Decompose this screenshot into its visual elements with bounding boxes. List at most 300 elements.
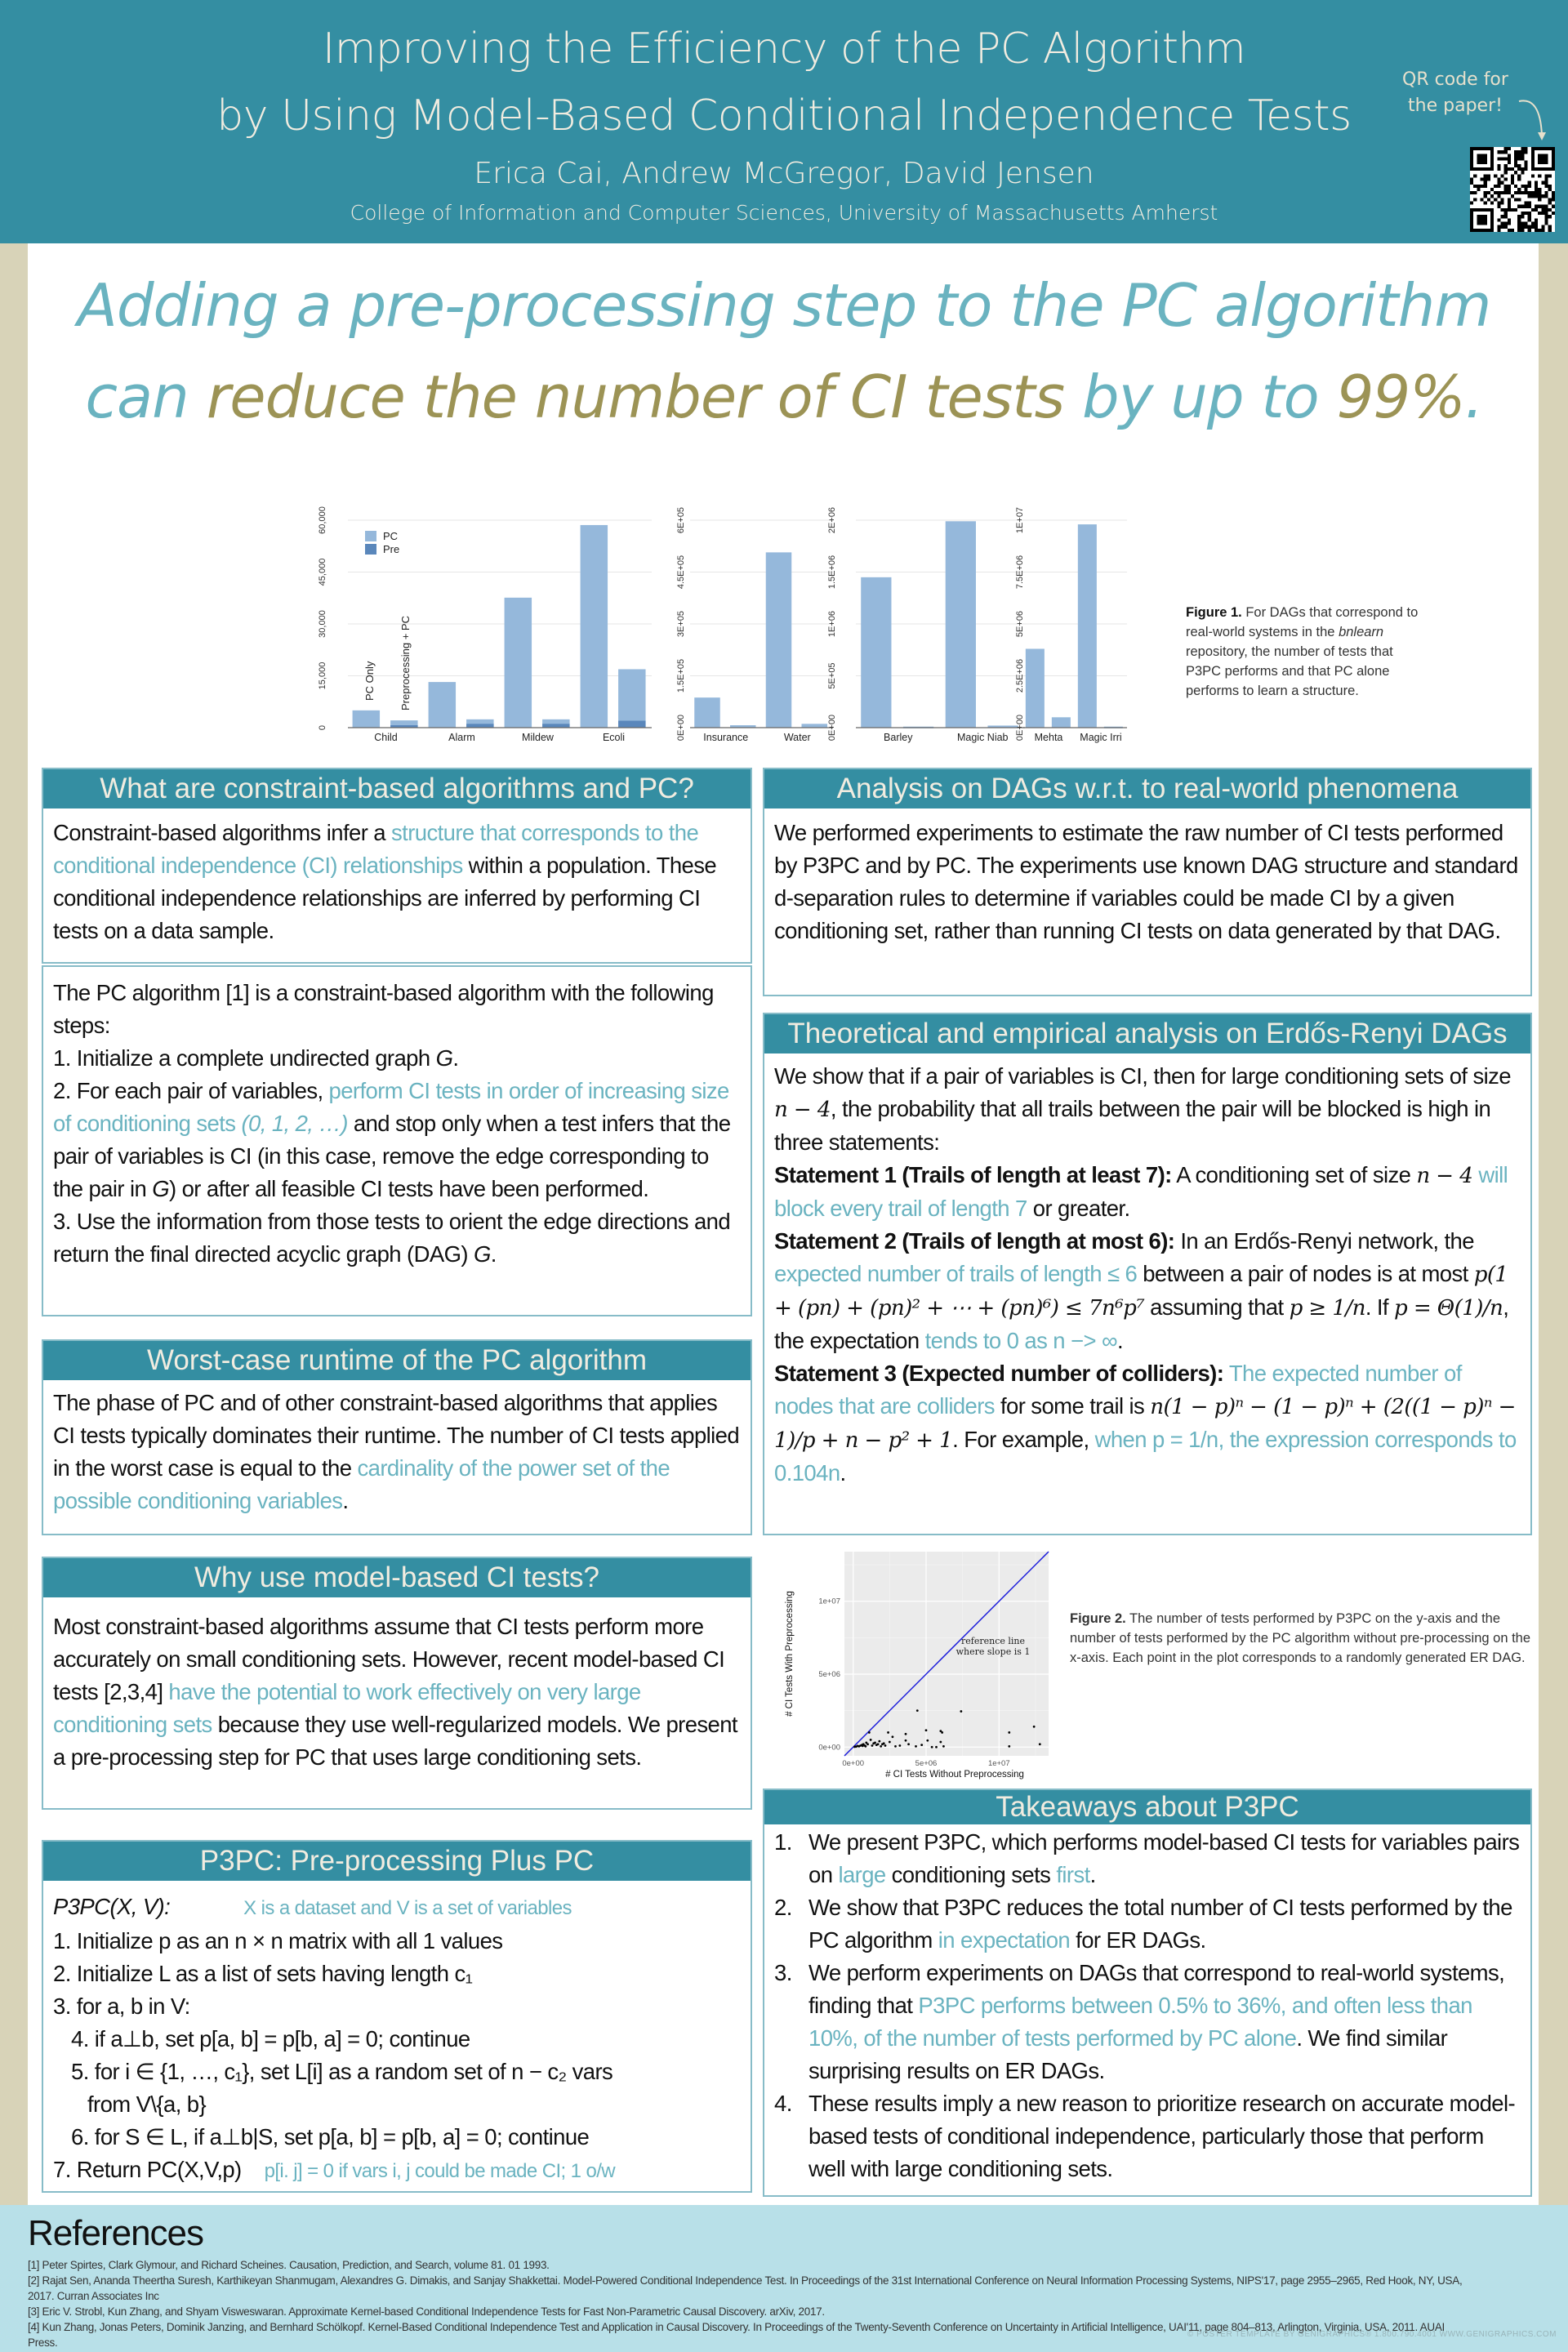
figure-1-bar-charts: [310, 490, 1127, 751]
qr-module: [1484, 194, 1487, 198]
math: n − 4: [774, 1098, 831, 1122]
text: .: [1089, 1862, 1096, 1887]
qr-module: [1517, 157, 1521, 160]
highlight-text: when p = 1/n, the expression corresponds to 0.104n: [774, 1427, 1517, 1486]
title-banner: [0, 0, 1568, 243]
scatter-point: [889, 1741, 891, 1744]
qr-module: [1545, 185, 1548, 188]
qr-module: [1504, 167, 1508, 171]
qr-module: [1517, 225, 1521, 229]
scatter-point: [884, 1744, 887, 1747]
qr-module: [1504, 157, 1508, 160]
y-tick-label: 5e+06: [818, 1670, 840, 1679]
reference-item: 2017. Curran Associates Inc: [28, 2290, 159, 2302]
qr-module: [1514, 150, 1517, 154]
qr-module: [1535, 218, 1538, 221]
qr-module: [1535, 222, 1538, 225]
qr-module: [1545, 215, 1548, 218]
bar-preprocessing-pc: [802, 724, 828, 728]
qr-module: [1484, 181, 1487, 185]
scatter-point: [894, 1745, 897, 1748]
math: p(1 + (pn) + (pn)² + ⋯ + (pn)⁶) ≤ 7n⁶p⁷: [774, 1263, 1508, 1321]
pc-step-1: 1. Initialize a complete undirected graph G.: [53, 1045, 459, 1071]
section-takeaways: [763, 1788, 1532, 2197]
qr-module: [1517, 164, 1521, 167]
text: assuming that: [1144, 1294, 1290, 1320]
reference-item: [4] Kun Zhang, Jonas Peters, Dominik Janzing, and Bernhard Schölkopf. Kernel-Based Conditional Independence Test and Application in Causal Discovery. In Proceedings of the Twenty-Seventh Conference on Uncertainty in Artificial Intelligence, UAI'11, page 804–813, Arlington, Virginia, USA, 2011. AUAI: [28, 2321, 1445, 2333]
text: , the expectation: [774, 1294, 1509, 1353]
qr-module: [1473, 185, 1477, 188]
qr-module: [1517, 167, 1521, 171]
return-line: 7. Return PC(X,V,p): [53, 2157, 242, 2182]
headline-percentage: 99%: [1336, 363, 1465, 431]
qr-module: [1508, 185, 1511, 188]
qr-module: [1490, 202, 1494, 205]
qr-module: [1525, 191, 1528, 194]
qr-module: [1525, 167, 1528, 171]
takeaway-number: 3.: [774, 1960, 792, 1985]
highlight-text: structure that corresponds to the conditional independence (CI) relationships: [53, 820, 699, 878]
takeaway-text: [808, 1891, 1522, 1957]
qr-code-icon[interactable]: [1470, 147, 1555, 232]
headline-part: can: [85, 363, 207, 431]
qr-module: [1504, 222, 1508, 225]
qr-module: [1545, 181, 1548, 185]
qr-module: [1473, 174, 1477, 177]
scatter-point: [853, 1746, 856, 1748]
legend-label-pre: Pre: [383, 543, 400, 555]
bar-pre-part: [542, 724, 569, 728]
qr-module: [1517, 154, 1521, 157]
x-category-label: Barley: [884, 732, 913, 743]
qr-module: [1497, 218, 1500, 221]
qr-module: [1517, 205, 1521, 208]
qr-module: [1552, 198, 1555, 201]
text: We show that P3PC reduces the total number of CI tests performed by the PC algorithm: [808, 1895, 1512, 1953]
takeaway-text: [808, 1957, 1522, 2087]
qr-module: [1508, 188, 1511, 191]
qr-module: [1535, 205, 1538, 208]
x-tick-label: 1e+07: [987, 1759, 1010, 1768]
text: because they use well-regularized models. We present a pre-processing step for PC that uses large conditioning sets.: [53, 1712, 737, 1770]
scatter-point: [1039, 1743, 1041, 1745]
math: p ≥ 1/n: [1289, 1296, 1365, 1321]
qr-module: [1508, 147, 1511, 150]
qr-module: [1504, 171, 1508, 174]
text: . We find similar surprising results on ER DAGs.: [808, 2025, 1448, 2083]
annotation-line-2: where slope is 1: [956, 1646, 1031, 1657]
text: A conditioning set of size: [1171, 1162, 1417, 1187]
statement-1: [774, 1159, 1522, 1225]
bar-pc-only: [429, 682, 456, 728]
text: 3. Use the information from those tests to orient the edge directions and return the final directed acyclic graph (DAG): [53, 1209, 731, 1267]
scatter-point: [1033, 1726, 1036, 1728]
qr-module: [1508, 208, 1511, 212]
text: .: [342, 1488, 349, 1513]
text: We show that if a pair of variables is CI, then for large conditioning sets of size: [774, 1063, 1511, 1089]
qr-module: [1517, 191, 1521, 194]
algorithm-signature: [53, 1891, 742, 1925]
highlight-text: have the potential to work effectively on very large conditioning sets: [53, 1679, 641, 1737]
qr-module: [1528, 205, 1531, 208]
qr-module: [1517, 188, 1521, 191]
qr-module: [1480, 198, 1483, 201]
figure-2-label: Figure 2.: [1070, 1611, 1126, 1626]
qr-label-line-1: QR code for: [1402, 69, 1508, 90]
bar-pc-only: [1078, 524, 1097, 728]
algorithm-line: 6. for S ∈ L, if a⊥b|S, set p[a, b] = p[b, a] = 0; continue: [71, 2124, 590, 2149]
qr-module: [1528, 191, 1531, 194]
qr-module: [1535, 188, 1538, 191]
qr-module: [1508, 157, 1511, 160]
section-title: Theoretical and empirical analysis on Erdős-Renyi DAGs: [764, 1014, 1530, 1054]
scatter-point: [926, 1740, 929, 1742]
caption-text: The number of tests performed by P3PC on the y-axis and the number of tests performed by the PC algorithm without pre-processing on the x-axis. Each point in the plot corresponds to a randomly generated ER DAG.: [1070, 1611, 1531, 1665]
scatter-point: [960, 1710, 962, 1713]
qr-module: [1500, 198, 1503, 201]
statement-label: Statement 3 (Expected number of colliders):: [774, 1361, 1224, 1386]
qr-module: [1552, 205, 1555, 208]
qr-module: [1508, 202, 1511, 205]
takeaway-list: [774, 1826, 1522, 2185]
bar-label-preprocessing: Preprocessing + PC: [399, 616, 412, 710]
scatter-point: [935, 1746, 938, 1748]
text: We perform experiments on DAGs that correspond to real-world systems, finding that: [808, 1960, 1505, 2018]
template-credit: © POSTER TEMPLATE BY GENIGRAPHICS® 1.800.790.4001 WWW.GENIGRAPHICS.COM: [1187, 2330, 1557, 2339]
qr-module: [1535, 208, 1538, 212]
qr-module: [1535, 185, 1538, 188]
qr-module: [1541, 229, 1544, 232]
bar-pc-only: [505, 598, 532, 728]
qr-module: [1521, 212, 1524, 215]
qr-module: [1500, 202, 1503, 205]
signature: P3PC(X, V):: [53, 1894, 171, 1919]
qr-module: [1525, 225, 1528, 229]
x-category-label: Magic Irri: [1080, 732, 1122, 743]
qr-module: [1508, 218, 1511, 221]
qr-module: [1514, 154, 1517, 157]
signature-note: X is a dataset and V is a set of variables: [243, 1897, 572, 1919]
text: . For example,: [952, 1427, 1095, 1452]
section-title: Analysis on DAGs w.r.t. to real-world phenomena: [764, 769, 1530, 808]
highlight-text: cardinality of the power set of the possible conditioning variables: [53, 1455, 670, 1513]
qr-module: [1531, 222, 1535, 225]
x-category-label: Alarm: [448, 732, 475, 743]
qr-module: [1487, 174, 1490, 177]
qr-module: [1514, 191, 1517, 194]
qr-module: [1508, 167, 1511, 171]
authors: Erica Cai, Andrew McGregor, David Jensen: [474, 157, 1094, 190]
x-tick-label: 5e+06: [915, 1759, 938, 1768]
qr-module: [1517, 218, 1521, 221]
qr-module: [1511, 181, 1514, 185]
qr-module: [1548, 215, 1552, 218]
text: In an Erdős-Renyi network, the: [1174, 1228, 1474, 1254]
qr-module: [1538, 188, 1541, 191]
qr-module: [1517, 177, 1521, 180]
y-tick-label: 1e+07: [818, 1597, 840, 1606]
text: within a population. These conditional independence relationships are inferred by performing CI tests on a data sample.: [53, 853, 717, 943]
qr-module: [1521, 215, 1524, 218]
scatter-point: [883, 1742, 885, 1744]
figure-2-scatter-plot: [773, 1542, 1058, 1787]
y-tick-label: 6E+05: [676, 506, 686, 534]
qr-module: [1528, 229, 1531, 232]
qr-module: [1521, 185, 1524, 188]
qr-module: [1521, 167, 1524, 171]
qr-module: [1497, 191, 1500, 194]
scatter-point: [905, 1733, 907, 1735]
qr-module: [1470, 191, 1473, 194]
qr-module: [1497, 185, 1500, 188]
qr-module: [1473, 191, 1477, 194]
qr-module: [1470, 202, 1473, 205]
qr-module: [1511, 174, 1514, 177]
scatter-point: [915, 1745, 917, 1748]
annotation-line-1: reference line: [961, 1636, 1025, 1646]
text: The phase of PC and of other constraint-based algorithms that applies CI tests typically dominates their runtime. The number of CI tests applied in the worst case is equal to the: [53, 1390, 740, 1481]
statement-label: Statement 1 (Trails of length at least 7):: [774, 1162, 1172, 1187]
section-text: [53, 1610, 742, 1774]
y-tick-label: 45,000: [318, 558, 327, 586]
pc-intro: The PC algorithm [1] is a constraint-based algorithm with the following steps:: [53, 980, 714, 1038]
scatter-point: [939, 1741, 942, 1744]
scatter-point: [864, 1745, 866, 1748]
text: .: [1116, 1328, 1124, 1353]
qr-module: [1480, 185, 1483, 188]
qr-module: [1497, 157, 1500, 160]
text: These results imply a new reason to prioritize research on accurate model-based tests of conditional independence, particularly those that perform well with large conditioning sets.: [808, 2091, 1516, 2181]
y-tick-label: 1E+06: [827, 610, 837, 638]
qr-module: [1504, 177, 1508, 180]
bar-pc-only: [946, 521, 976, 728]
scatter-point: [872, 1742, 875, 1744]
qr-module: [1552, 194, 1555, 198]
qr-module: [1548, 229, 1552, 232]
qr-module: [1504, 208, 1508, 212]
headline-line-2: [33, 351, 1535, 443]
x-category-label: Insurance: [703, 732, 749, 743]
highlight-italic: (0, 1, 2, …): [241, 1111, 348, 1136]
qr-module: [1497, 205, 1500, 208]
qr-module: [1494, 198, 1497, 201]
qr-module: [1484, 185, 1487, 188]
qr-module: [1521, 205, 1524, 208]
scatter-point: [905, 1740, 907, 1742]
text: 1. Initialize a complete undirected graph: [53, 1045, 436, 1071]
qr-module: [1500, 191, 1503, 194]
qr-module: [1525, 188, 1528, 191]
qr-module: [1538, 191, 1541, 194]
qr-module: [1517, 222, 1521, 225]
bar-pc-only: [694, 697, 720, 728]
algorithm-listing: [53, 1891, 742, 2188]
section-title: Worst-case runtime of the PC algorithm: [43, 1341, 751, 1380]
x-category-label: Mehta: [1034, 732, 1063, 743]
section-title: What are constraint-based algorithms and PC?: [43, 769, 751, 808]
highlight-text: P3PC performs between 0.5% to 36%, and often less than 10%, of the number of tests performed by PC alone: [808, 1993, 1472, 2051]
qr-module: [1511, 194, 1514, 198]
qr-module: [1541, 212, 1544, 215]
reference-item: [2] Rajat Sen, Ananda Theertha Suresh, Karthikeyan Shanmugam, Alexandres G. Dimakis, and Sanjay Shakkettai. Model-Powered Conditional Independence Test. In Proceedings of the 31st International Conference on Neural Information Processing Systems, NIPS'17, page 2955–2965, Red Hook, NY, USA,: [28, 2274, 1463, 2287]
qr-module: [1517, 198, 1521, 201]
qr-module: [1531, 208, 1535, 212]
pc-step-3: 3. Use the information from those tests to orient the edge directions and return the final directed acyclic graph (DAG) G.: [53, 1209, 731, 1267]
headline-line-1: Adding a pre-processing step to the PC algorithm: [77, 271, 1491, 340]
qr-module: [1494, 185, 1497, 188]
qr-finder-core: [1477, 215, 1486, 225]
qr-module: [1528, 225, 1531, 229]
takeaway-item: [774, 1826, 1522, 1891]
qr-module: [1477, 188, 1480, 191]
x-category-label: Magic Niab: [956, 732, 1009, 743]
qr-module: [1548, 202, 1552, 205]
qr-module: [1484, 191, 1487, 194]
math: p = Θ(1)/n: [1394, 1296, 1503, 1321]
highlight-text: expected number of trails of length ≤ 6: [774, 1261, 1138, 1286]
takeaway-item: [774, 2087, 1522, 2185]
qr-module: [1500, 215, 1503, 218]
legend-label-pc: PC: [383, 530, 399, 542]
qr-module: [1531, 194, 1535, 198]
takeaway-number: 4.: [774, 2091, 792, 2116]
y-tick-label: 1.5E+05: [676, 658, 686, 693]
qr-module: [1525, 185, 1528, 188]
scatter-point: [916, 1709, 919, 1712]
bar-preprocessing-pc: [618, 669, 645, 728]
qr-module: [1521, 157, 1524, 160]
algorithm-line: 3. for a, b in V:: [53, 1993, 190, 2019]
section-worst-case: [42, 1339, 752, 1535]
qr-module: [1521, 147, 1524, 150]
text: Constraint-based algorithms infer a: [53, 820, 392, 845]
qr-module: [1521, 225, 1524, 229]
qr-module: [1500, 157, 1503, 160]
qr-module: [1497, 167, 1500, 171]
y-tick-label: 2E+06: [827, 506, 837, 534]
key-takeaway-headline: [33, 260, 1535, 443]
qr-module: [1552, 212, 1555, 215]
qr-module: [1504, 191, 1508, 194]
text: or greater.: [1027, 1196, 1130, 1221]
math-g: G: [435, 1045, 453, 1071]
qr-module: [1545, 222, 1548, 225]
algorithm-line: 4. if a⊥b, set p[a, b] = p[b, a] = 0; continue: [71, 2026, 470, 2051]
scatter-point: [942, 1745, 945, 1748]
algorithm-line: 2. Initialize L as a list of sets having length c₁: [53, 1961, 473, 1986]
statement-3: [774, 1357, 1522, 1490]
qr-module: [1500, 208, 1503, 212]
qr-module: [1535, 181, 1538, 185]
qr-module: [1525, 202, 1528, 205]
text: , the probability that all trails between the pair will be blocked is high in three statements:: [774, 1096, 1491, 1155]
section-text: [774, 1060, 1522, 1490]
qr-module: [1490, 188, 1494, 191]
scatter-point: [887, 1731, 889, 1734]
qr-module: [1541, 205, 1544, 208]
algorithm-line: 1. Initialize p as an n × n matrix with all 1 values: [53, 1928, 503, 1953]
qr-module: [1500, 181, 1503, 185]
qr-module: [1514, 208, 1517, 212]
qr-module: [1487, 177, 1490, 180]
qr-module: [1517, 174, 1521, 177]
qr-label-line-2: the paper!: [1408, 96, 1503, 116]
scatter-point: [877, 1743, 880, 1745]
statement-label: Statement 2 (Trails of length at most 6):: [774, 1228, 1175, 1254]
qr-module: [1514, 161, 1517, 164]
qr-module: [1508, 161, 1511, 164]
qr-module: [1508, 205, 1511, 208]
qr-module: [1514, 198, 1517, 201]
qr-module: [1504, 212, 1508, 215]
affiliation: College of Information and Computer Sciences, University of Massachusetts Amherst: [350, 201, 1218, 225]
section-text: [53, 977, 742, 1271]
qr-module: [1525, 164, 1528, 167]
qr-module: [1484, 202, 1487, 205]
y-tick-label: 2.5E+06: [1015, 658, 1025, 693]
qr-module: [1470, 177, 1473, 180]
scatter-point: [907, 1743, 910, 1745]
qr-module: [1494, 174, 1497, 177]
qr-module: [1497, 164, 1500, 167]
text: 2. For each pair of variables,: [53, 1078, 329, 1103]
y-tick-label: 0: [318, 724, 327, 731]
qr-module: [1521, 222, 1524, 225]
qr-module: [1508, 229, 1511, 232]
qr-module: [1521, 171, 1524, 174]
figure-1-caption: [1186, 603, 1431, 701]
qr-module: [1514, 164, 1517, 167]
reference-item: [3] Eric V. Strobl, Kun Zhang, and Shyam Visweswaran. Approximate Kernel-based Conditional Independence Tests for Fast Non-Parametric Causal Discovery. arXiv, 2017.: [28, 2305, 825, 2318]
y-tick-label: 0e+00: [818, 1743, 840, 1753]
takeaway-item: [774, 1891, 1522, 1957]
qr-module: [1545, 177, 1548, 180]
y-tick-label: 60,000: [318, 506, 327, 534]
bar-pre-part: [466, 724, 493, 728]
qr-module: [1548, 188, 1552, 191]
references-section: [0, 2205, 1568, 2352]
qr-module: [1497, 202, 1500, 205]
section-text: [53, 817, 742, 947]
section-pc-steps: [42, 965, 752, 1316]
qr-module: [1545, 174, 1548, 177]
qr-module: [1531, 225, 1535, 229]
qr-module: [1545, 218, 1548, 221]
legend-swatch-pre: [365, 544, 376, 555]
text: between a pair of nodes is at most: [1137, 1261, 1474, 1286]
section-title: Why use model-based CI tests?: [43, 1558, 751, 1597]
qr-label: [1398, 67, 1512, 119]
qr-module: [1470, 181, 1473, 185]
caption-text: repository, the number of tests that P3PC performs and that PC alone performs to learn a structure.: [1186, 644, 1393, 698]
qr-module: [1511, 229, 1514, 232]
qr-module: [1514, 185, 1517, 188]
qr-module: [1497, 181, 1500, 185]
qr-module: [1484, 174, 1487, 177]
qr-module: [1538, 212, 1541, 215]
section-text: We performed experiments to estimate the raw number of CI tests performed by P3PC and by PC. The experiments use known DAG structure and standard d-separation rules to determine if variables could be made CI by a given conditioning set, rather than running CI tests on data generated by that DAG.: [774, 820, 1518, 943]
qr-module: [1528, 181, 1531, 185]
qr-module: [1504, 188, 1508, 191]
qr-module: [1500, 150, 1503, 154]
scatter-point: [1008, 1745, 1010, 1748]
qr-module: [1500, 174, 1503, 177]
y-tick-label: 5E+06: [1015, 610, 1025, 638]
y-tick-label: 1E+07: [1015, 506, 1025, 534]
qr-module: [1497, 194, 1500, 198]
qr-module: [1548, 185, 1552, 188]
math: n − 4: [1416, 1164, 1473, 1188]
